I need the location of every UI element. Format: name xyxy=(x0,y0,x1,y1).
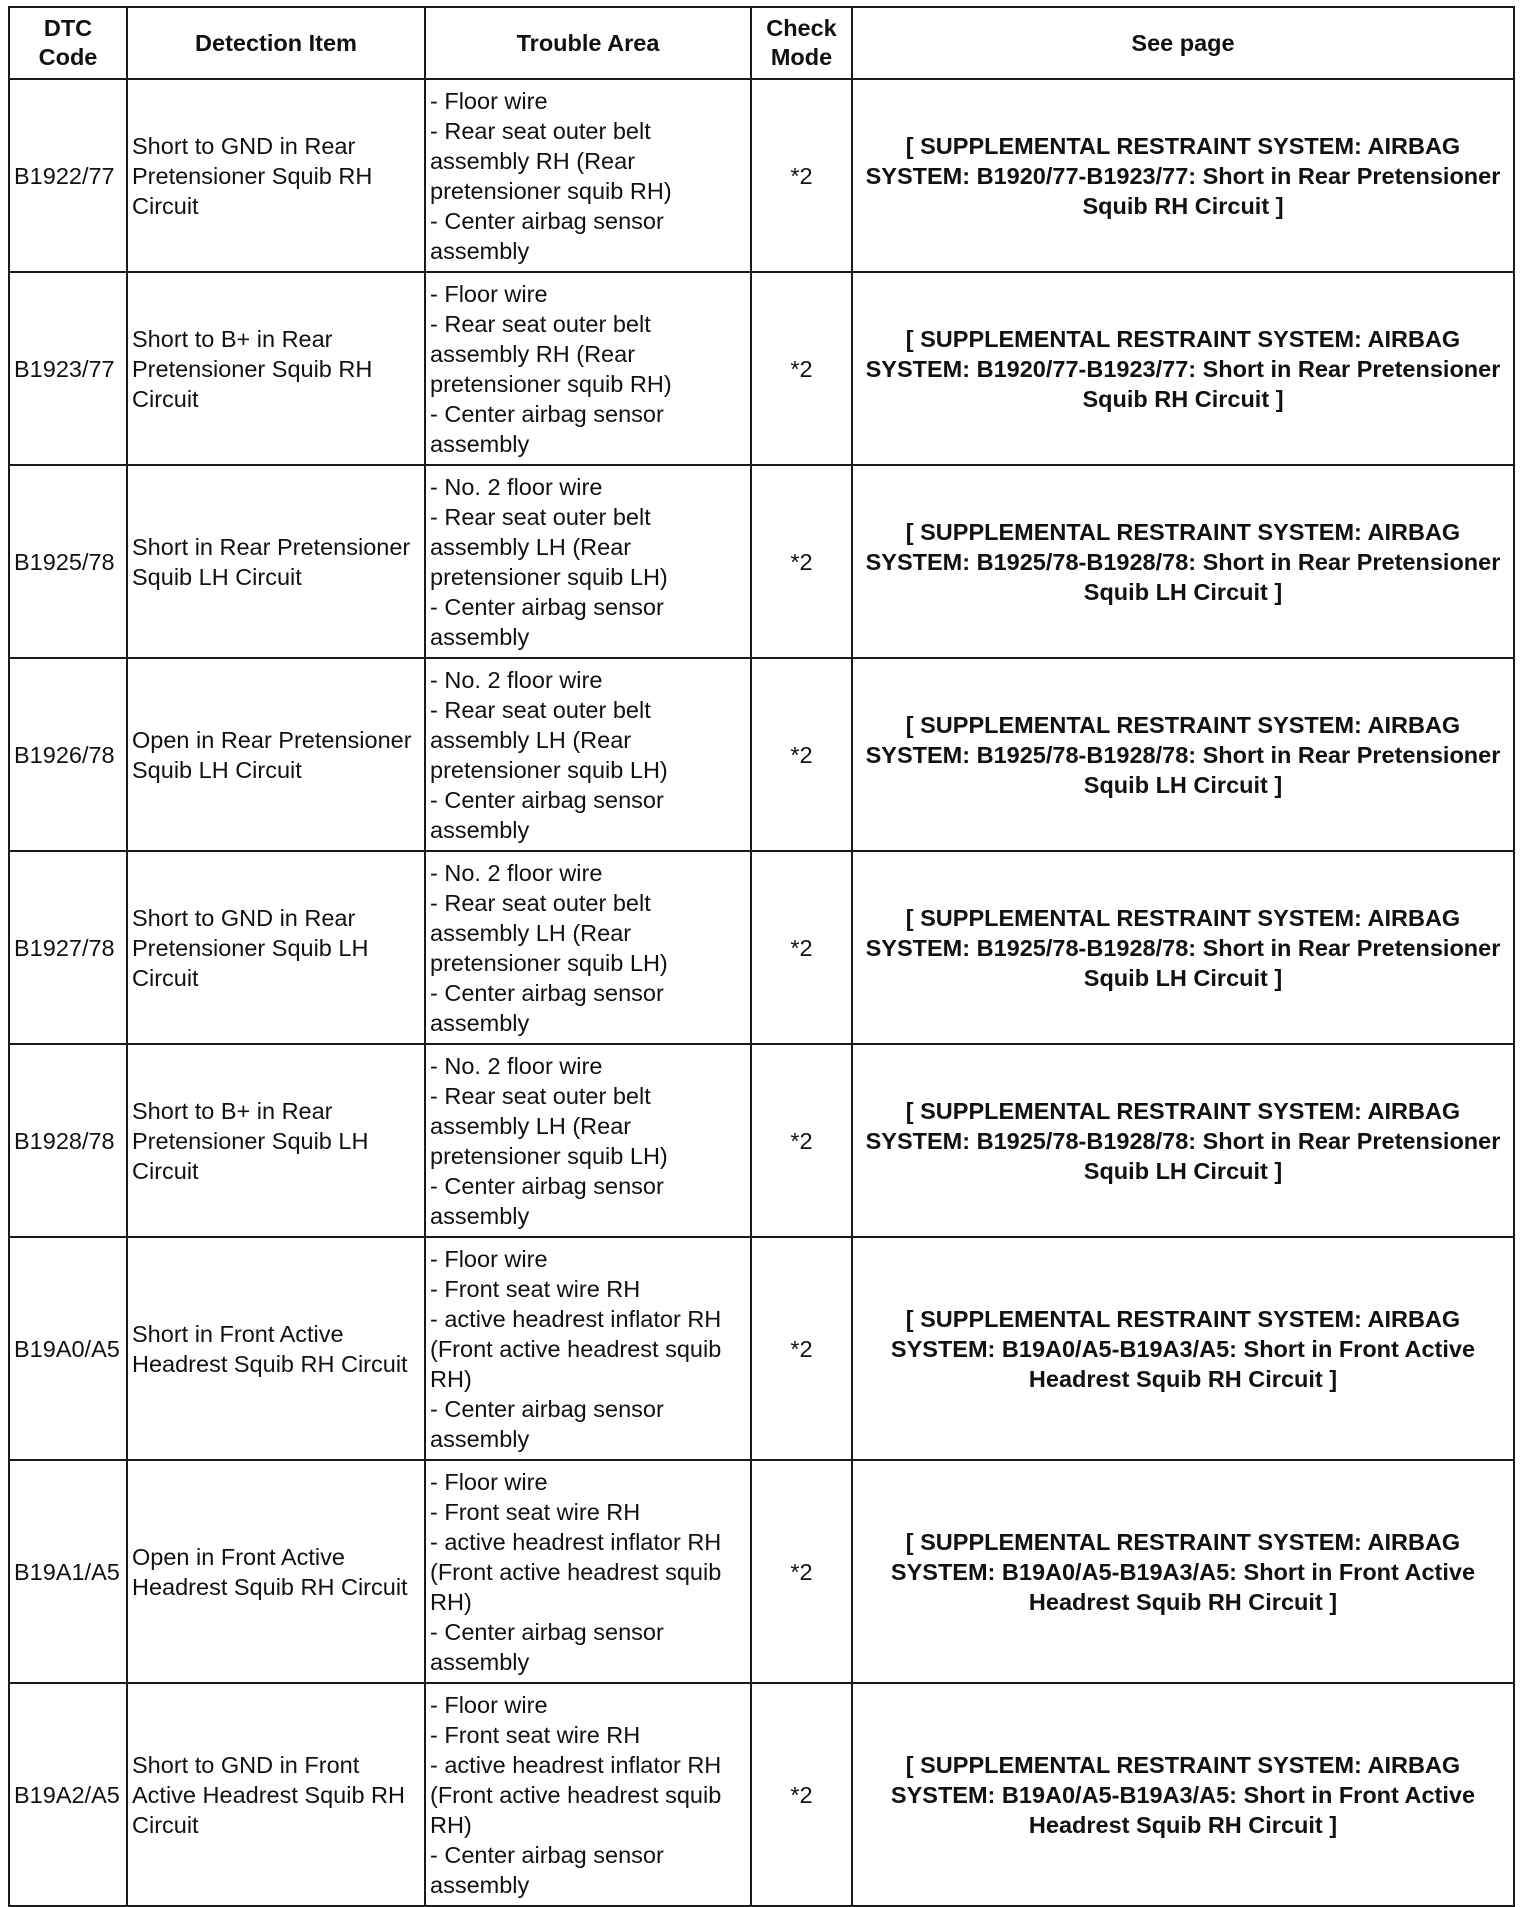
table-row xyxy=(9,272,1514,465)
header-detection-item: Detection Item xyxy=(127,7,425,79)
trouble-line: - active headrest inflator RH (Front active headrest squib RH) xyxy=(430,1305,722,1392)
trouble-line: - Center airbag sensor assembly xyxy=(430,979,664,1036)
header-dtc-code: DTC Code xyxy=(9,7,127,79)
check-mode-cell: *2 xyxy=(751,1460,852,1683)
trouble-line: - Center airbag sensor assembly xyxy=(430,1172,664,1229)
dtc-code-cell: B1922/77 xyxy=(9,79,127,272)
trouble-line: - Center airbag sensor assembly xyxy=(430,207,664,264)
check-mode-cell: *2 xyxy=(751,1044,852,1237)
check-mode-cell: *2 xyxy=(751,79,852,272)
table-row xyxy=(9,1683,1514,1906)
trouble-line: - Rear seat outer belt assembly LH (Rear pretensioner squib LH) xyxy=(430,503,668,590)
trouble-line: - No. 2 floor wire xyxy=(430,666,603,693)
trouble-line: - Floor wire xyxy=(430,87,548,114)
trouble-line: - active headrest inflator RH (Front active headrest squib RH) xyxy=(430,1751,722,1838)
see-page-link[interactable]: [ SUPPLEMENTAL RESTRAINT SYSTEM: AIRBAG SYSTEM: B19A0/A5-B19A3/A5: Short in Front Active Headrest Squib RH Circuit ] xyxy=(852,1683,1514,1906)
see-page-link[interactable]: [ SUPPLEMENTAL RESTRAINT SYSTEM: AIRBAG SYSTEM: B1925/78-B1928/78: Short in Rear Pretensioner Squib LH Circuit ] xyxy=(852,1044,1514,1237)
trouble-line: - Center airbag sensor assembly xyxy=(430,786,664,843)
detection-item-cell: Short to GND in Front Active Headrest Squib RH Circuit xyxy=(127,1683,425,1906)
detection-item-cell: Open in Rear Pretensioner Squib LH Circuit xyxy=(127,658,425,851)
trouble-line: - Floor wire xyxy=(430,280,548,307)
see-page-link[interactable]: [ SUPPLEMENTAL RESTRAINT SYSTEM: AIRBAG SYSTEM: B19A0/A5-B19A3/A5: Short in Front Active Headrest Squib RH Circuit ] xyxy=(852,1237,1514,1460)
trouble-line: - active headrest inflator RH (Front active headrest squib RH) xyxy=(430,1528,722,1615)
trouble-line: - No. 2 floor wire xyxy=(430,859,603,886)
trouble-area-cell xyxy=(425,1460,751,1683)
table-row xyxy=(9,1044,1514,1237)
dtc-code-cell: B1923/77 xyxy=(9,272,127,465)
check-mode-cell: *2 xyxy=(751,272,852,465)
trouble-line: - Rear seat outer belt assembly RH (Rear pretensioner squib RH) xyxy=(430,310,672,397)
trouble-line: - Center airbag sensor assembly xyxy=(430,1841,664,1898)
detection-item-cell: Short in Rear Pretensioner Squib LH Circuit xyxy=(127,465,425,658)
detection-item-cell: Short to GND in Rear Pretensioner Squib LH Circuit xyxy=(127,851,425,1044)
dtc-code-cell: B1925/78 xyxy=(9,465,127,658)
header-see-page: See page xyxy=(852,7,1514,79)
trouble-area-cell xyxy=(425,851,751,1044)
see-page-link[interactable]: [ SUPPLEMENTAL RESTRAINT SYSTEM: AIRBAG SYSTEM: B1925/78-B1928/78: Short in Rear Pretensioner Squib LH Circuit ] xyxy=(852,465,1514,658)
table-row xyxy=(9,1237,1514,1460)
table-row xyxy=(9,851,1514,1044)
trouble-area-cell xyxy=(425,79,751,272)
table-body xyxy=(9,79,1514,1906)
header-check-mode: Check Mode xyxy=(751,7,852,79)
dtc-code-cell: B19A2/A5 xyxy=(9,1683,127,1906)
see-page-link[interactable]: [ SUPPLEMENTAL RESTRAINT SYSTEM: AIRBAG SYSTEM: B19A0/A5-B19A3/A5: Short in Front Active Headrest Squib RH Circuit ] xyxy=(852,1460,1514,1683)
detection-item-cell: Short to B+ in Rear Pretensioner Squib RH Circuit xyxy=(127,272,425,465)
trouble-line: - No. 2 floor wire xyxy=(430,1052,603,1079)
table-row xyxy=(9,1460,1514,1683)
detection-item-cell: Short to GND in Rear Pretensioner Squib RH Circuit xyxy=(127,79,425,272)
trouble-line: - Rear seat outer belt assembly RH (Rear pretensioner squib RH) xyxy=(430,117,672,204)
check-mode-cell: *2 xyxy=(751,465,852,658)
table-row xyxy=(9,79,1514,272)
see-page-link[interactable]: [ SUPPLEMENTAL RESTRAINT SYSTEM: AIRBAG SYSTEM: B1925/78-B1928/78: Short in Rear Pretensioner Squib LH Circuit ] xyxy=(852,851,1514,1044)
trouble-line: - Rear seat outer belt assembly LH (Rear pretensioner squib LH) xyxy=(430,696,668,783)
table-row xyxy=(9,465,1514,658)
trouble-line: - No. 2 floor wire xyxy=(430,473,603,500)
see-page-link[interactable]: [ SUPPLEMENTAL RESTRAINT SYSTEM: AIRBAG SYSTEM: B1920/77-B1923/77: Short in Rear Pretensioner Squib RH Circuit ] xyxy=(852,79,1514,272)
trouble-area-cell xyxy=(425,272,751,465)
dtc-code-cell: B1926/78 xyxy=(9,658,127,851)
dtc-code-cell: B19A0/A5 xyxy=(9,1237,127,1460)
trouble-area-cell xyxy=(425,1683,751,1906)
trouble-area-cell xyxy=(425,1044,751,1237)
detection-item-cell: Short in Front Active Headrest Squib RH Circuit xyxy=(127,1237,425,1460)
check-mode-cell: *2 xyxy=(751,1237,852,1460)
header-trouble-area: Trouble Area xyxy=(425,7,751,79)
trouble-line: - Front seat wire RH xyxy=(430,1275,641,1302)
detection-item-cell: Open in Front Active Headrest Squib RH Circuit xyxy=(127,1460,425,1683)
trouble-area-cell xyxy=(425,658,751,851)
trouble-line: - Center airbag sensor assembly xyxy=(430,400,664,457)
see-page-link[interactable]: [ SUPPLEMENTAL RESTRAINT SYSTEM: AIRBAG SYSTEM: B1920/77-B1923/77: Short in Rear Pretensioner Squib RH Circuit ] xyxy=(852,272,1514,465)
detection-item-cell: Short to B+ in Rear Pretensioner Squib LH Circuit xyxy=(127,1044,425,1237)
header-row xyxy=(9,7,1514,79)
dtc-code-cell: B19A1/A5 xyxy=(9,1460,127,1683)
trouble-area-cell xyxy=(425,465,751,658)
trouble-line: - Center airbag sensor assembly xyxy=(430,1395,664,1452)
trouble-line: - Floor wire xyxy=(430,1468,548,1495)
trouble-line: - Front seat wire RH xyxy=(430,1721,641,1748)
trouble-line: - Center airbag sensor assembly xyxy=(430,1618,664,1675)
trouble-line: - Rear seat outer belt assembly LH (Rear pretensioner squib LH) xyxy=(430,1082,668,1169)
trouble-line: - Front seat wire RH xyxy=(430,1498,641,1525)
table-header xyxy=(9,7,1514,79)
check-mode-cell: *2 xyxy=(751,658,852,851)
trouble-line: - Rear seat outer belt assembly LH (Rear pretensioner squib LH) xyxy=(430,889,668,976)
dtc-code-cell: B1927/78 xyxy=(9,851,127,1044)
check-mode-cell: *2 xyxy=(751,1683,852,1906)
dtc-code-cell: B1928/78 xyxy=(9,1044,127,1237)
table-row xyxy=(9,658,1514,851)
trouble-line: - Floor wire xyxy=(430,1691,548,1718)
dtc-table xyxy=(8,6,1515,1907)
check-mode-cell: *2 xyxy=(751,851,852,1044)
trouble-line: - Floor wire xyxy=(430,1245,548,1272)
trouble-area-cell xyxy=(425,1237,751,1460)
see-page-link[interactable]: [ SUPPLEMENTAL RESTRAINT SYSTEM: AIRBAG SYSTEM: B1925/78-B1928/78: Short in Rear Pretensioner Squib LH Circuit ] xyxy=(852,658,1514,851)
trouble-line: - Center airbag sensor assembly xyxy=(430,593,664,650)
